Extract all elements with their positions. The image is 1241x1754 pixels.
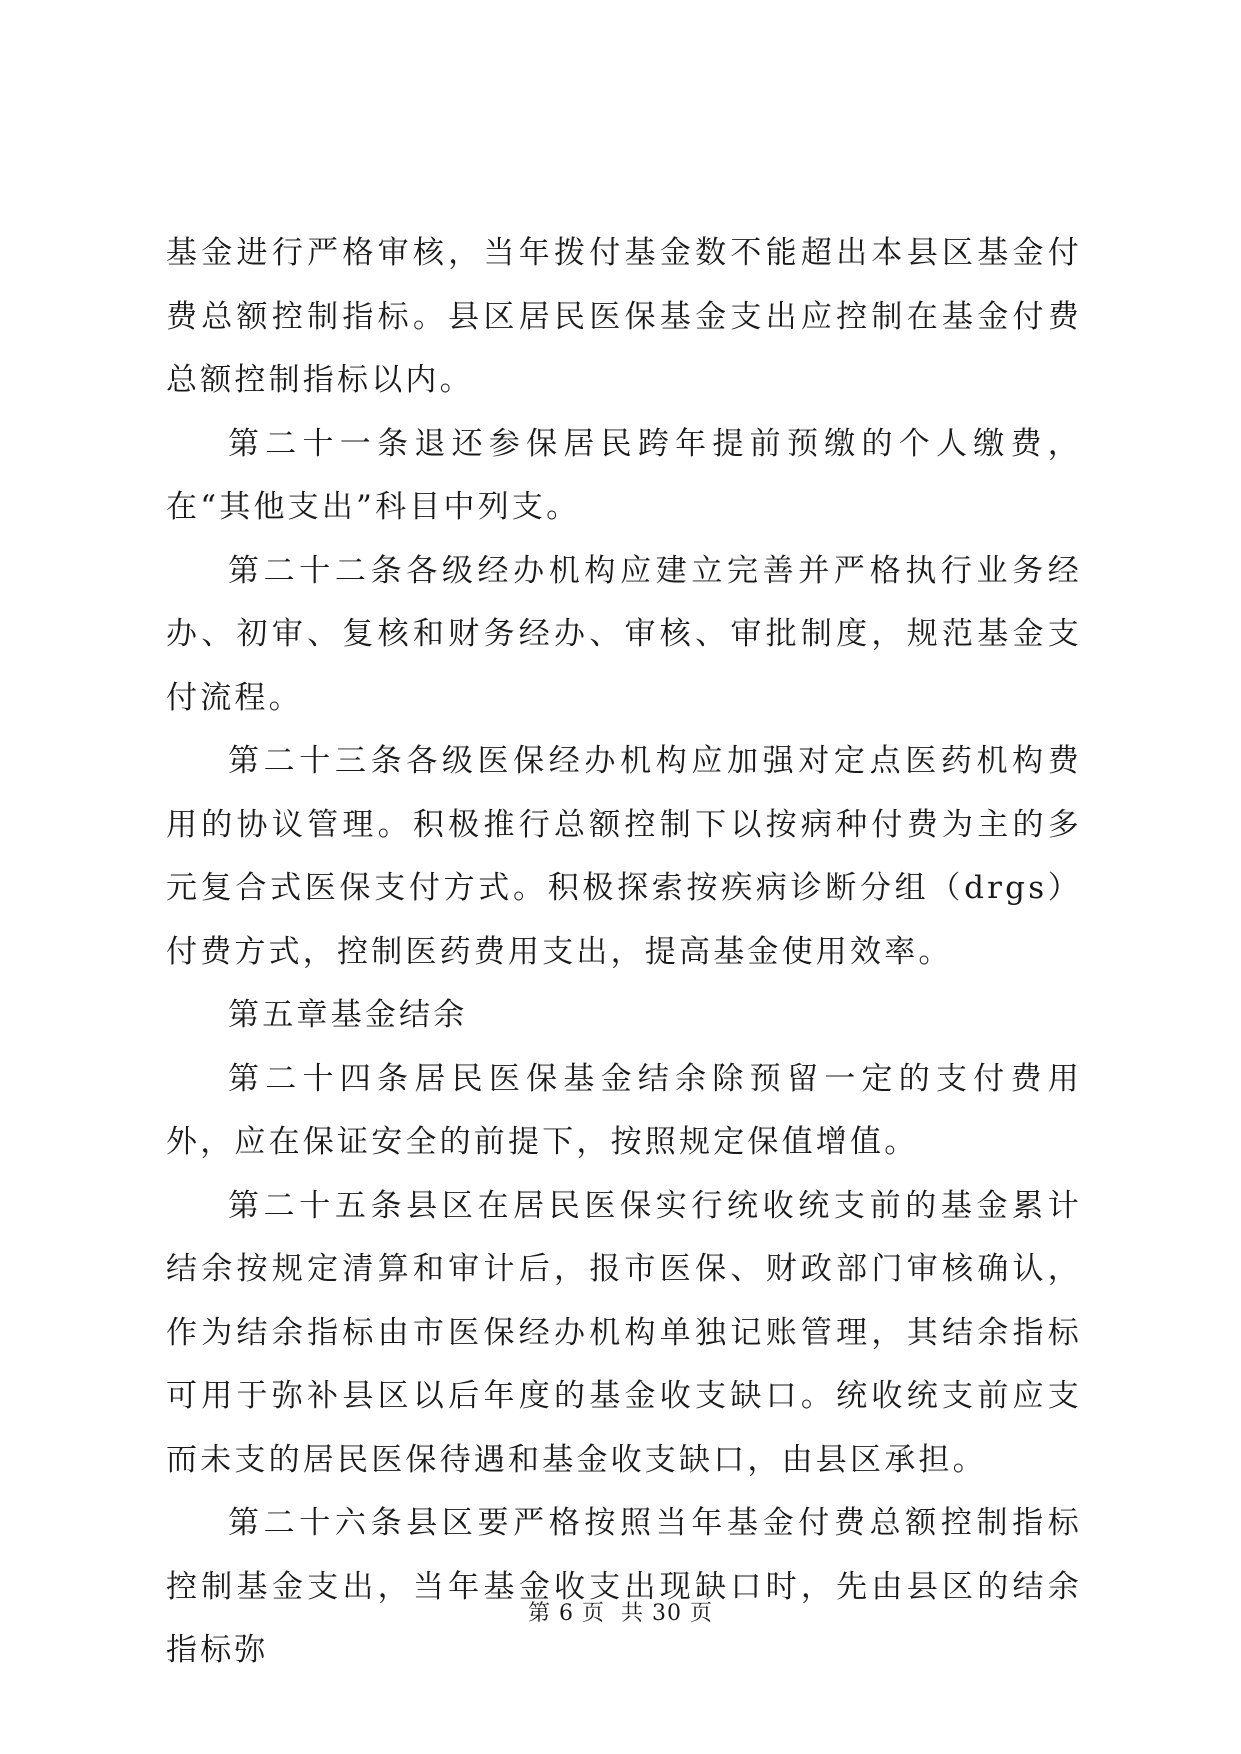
page-number: 第 6 页 xyxy=(528,1601,605,1626)
page-footer xyxy=(0,1596,1241,1627)
paragraph-article-25: 第二十五条县区在居民医保实行统收统支前的基金累计结余按规定清算和审计后，报市医保、财政部门审核确认，作为结余指标由市医保经办机构单独记账管理，其结余指标可用于弥补县区以后年度的基金收支缺口。统收统支前应支而未支的居民医保待遇和基金收支缺口，由县区承担。 xyxy=(166,1187,1082,1478)
paragraph-article-21: 第二十一条退还参保居民跨年提前预缴的个人缴费，在“其他支出”科目中列支。 xyxy=(166,425,1082,525)
page-total: 共 30 页 xyxy=(621,1601,713,1626)
paragraph-article-26: 第二十六条县区要严格按照当年基金付费总额控制指标控制基金支出，当年基金收支出现缺口时，先由县区的结余指标弥 xyxy=(166,1505,1082,1668)
document-body xyxy=(166,222,1082,1683)
chapter-heading: 第五章基金结余 xyxy=(228,997,468,1033)
paragraph-article-24: 第二十四条居民医保基金结余除预留一定的支付费用外，应在保证安全的前提下，按照规定保值增值。 xyxy=(166,1060,1082,1160)
paragraph-article-23: 第二十三条各级医保经办机构应加强对定点医药机构费用的协议管理。积极推行总额控制下以按病种付费为主的多元复合式医保支付方式。积极探索按疾病诊断分组（drgs）付费方式，控制医药费用支出，提高基金使用效率。 xyxy=(166,743,1082,970)
paragraph-article-22: 第二十二条各级经办机构应建立完善并严格执行业务经办、初审、复核和财务经办、审核、审批制度，规范基金支付流程。 xyxy=(166,552,1082,716)
paragraph-continuation: 基金进行严格审核，当年拨付基金数不能超出本县区基金付费总额控制指标。县区居民医保基金支出应控制在基金付费总额控制指标以内。 xyxy=(166,235,1082,398)
